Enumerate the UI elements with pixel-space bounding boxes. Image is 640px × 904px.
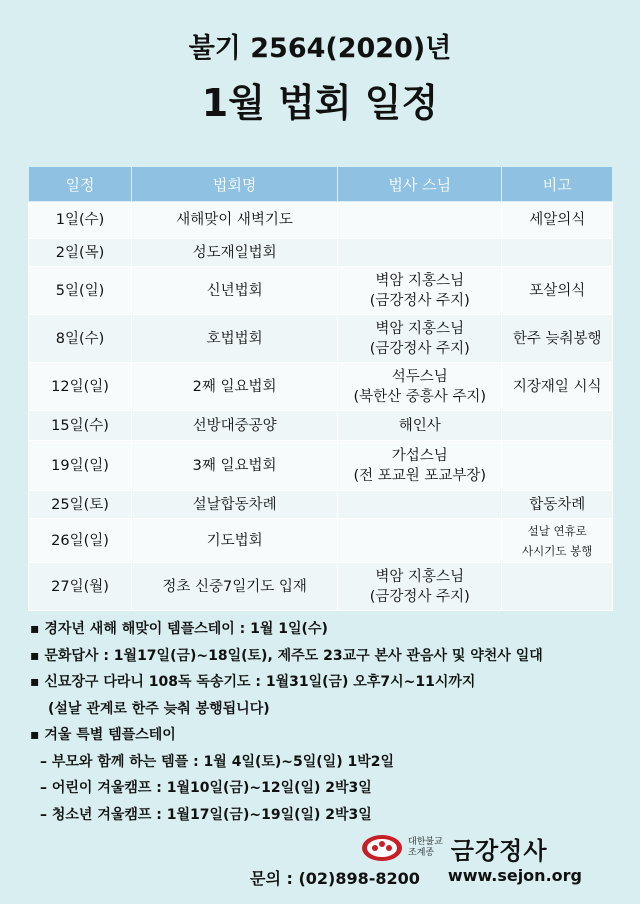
cell-note: [502, 411, 613, 441]
table-row: [29, 519, 613, 563]
table-row: [29, 315, 613, 363]
note-item: ▪ 경자년 새해 해맞이 템플스테이 : 1월 1일(수): [30, 621, 328, 637]
page-title: 1월 법회 일정: [201, 81, 439, 125]
table-row: [29, 267, 613, 315]
cell-event: 선방대중공양: [132, 411, 338, 441]
order-name-bottom: 조계종: [408, 848, 435, 858]
monk-name: 벽암 지홍스님: [375, 320, 465, 337]
monk-title: (금강정사 주지): [369, 340, 470, 357]
cell-note: 포살의식: [502, 267, 613, 315]
cell-event: 설날합동차례: [132, 491, 338, 519]
table-row: [29, 563, 613, 611]
monk-name: 가섭스님: [391, 447, 448, 464]
notes-list: [30, 616, 620, 828]
cell-note: 지장재일 시식: [502, 363, 613, 411]
monk-name: 석두스님: [391, 368, 448, 385]
cell-event: 새해맞이 새벽기도: [132, 202, 338, 239]
page-subtitle: 불기 2564(2020)년: [188, 33, 452, 64]
cell-monk: [338, 239, 502, 267]
monk-name: 벽암 지홍스님: [375, 272, 465, 289]
order-name-top: 대한불교: [408, 837, 443, 847]
cell-monk: [338, 491, 502, 519]
column-header-event: 법회명: [132, 167, 338, 202]
cell-date: 1일(수): [29, 202, 132, 239]
monk-title: (금강정사 주지): [369, 292, 470, 309]
column-header-monk: 법사 스님: [338, 167, 502, 202]
cell-event: 호법법회: [132, 315, 338, 363]
temple-logo: [362, 832, 602, 864]
website-link[interactable]: www.sejon.org: [447, 866, 582, 885]
table-row: [29, 411, 613, 441]
cell-date: 26일(일): [29, 519, 132, 563]
cell-monk: [338, 519, 502, 563]
cell-event: 3째 일요법회: [132, 441, 338, 491]
table-row: [29, 239, 613, 267]
cell-note: [502, 441, 613, 491]
note-item: (설날 관계로 한주 늦춰 봉행됩니다): [48, 700, 270, 717]
cell-monk: 해인사: [338, 411, 502, 441]
cell-note: 합동차례: [502, 491, 613, 519]
cell-monk: [338, 363, 502, 411]
cell-date: 19일(일): [29, 441, 132, 491]
cell-date: 2일(목): [29, 239, 132, 267]
note-item: ▪ 신묘장구 다라니 108독 독송기도 : 1월31일(금) 오후7시~11시까지: [30, 674, 476, 690]
note-item: ▪ 문화답사 : 1월17일(금)~18일(토), 제주도 23교구 본사 관음사 및 약천사 일대: [30, 647, 543, 664]
cell-event: 정초 신중7일기도 입재: [132, 563, 338, 611]
monk-title: (전 포교원 포교부장): [353, 467, 487, 484]
cell-monk: [338, 202, 502, 239]
table-row: [29, 363, 613, 411]
note-item: – 부모와 함께 하는 템플 : 1월 4일(토)~5일(일) 1박2일: [40, 753, 395, 770]
cell-monk: [338, 315, 502, 363]
cell-event: 기도법회: [132, 519, 338, 563]
cell-note: 한주 늦춰봉행: [502, 315, 613, 363]
note-item: – 청소년 겨울캠프 : 1월17일(금)~19일(일) 2박3일: [40, 806, 372, 823]
cell-monk: [338, 563, 502, 611]
cell-date: 15일(수): [29, 411, 132, 441]
note-item: ▪ 겨울 특별 템플스테이: [30, 727, 176, 743]
column-header-date: 일정: [29, 167, 132, 202]
monk-title: (금강정사 주지): [369, 588, 470, 605]
cell-event: 2째 일요법회: [132, 363, 338, 411]
cell-monk: [338, 441, 502, 491]
cell-note: 세알의식: [502, 202, 613, 239]
cell-date: 25일(토): [29, 491, 132, 519]
column-header-note: 비고: [502, 167, 613, 202]
cell-date: 27일(월): [29, 563, 132, 611]
table-row: [29, 491, 613, 519]
phone-number: 문의 : (02)898-8200: [250, 869, 420, 888]
table-row: [29, 441, 613, 491]
contact-info: [250, 866, 582, 889]
note-line: 사시기도 봉행: [522, 543, 593, 558]
cell-monk: [338, 267, 502, 315]
cell-note: [502, 239, 613, 267]
note-line: 설날 연휴로: [527, 523, 587, 538]
table-row: [29, 202, 613, 239]
cell-date: 5일(일): [29, 267, 132, 315]
cell-note: [502, 519, 613, 563]
temple-name: 금강정사: [450, 836, 548, 865]
table-header-row: [29, 167, 613, 202]
schedule-table: [28, 166, 613, 611]
monk-title: (북한산 중흥사 주지): [353, 388, 487, 405]
cell-event: 신년법회: [132, 267, 338, 315]
cell-date: 12일(일): [29, 363, 132, 411]
cell-note: [502, 563, 613, 611]
monk-name: 벽암 지홍스님: [375, 568, 465, 585]
cell-date: 8일(수): [29, 315, 132, 363]
dharma-emblem-icon: [362, 835, 402, 861]
note-item: – 어린이 겨울캠프 : 1월10일(금)~12일(일) 2박3일: [40, 780, 372, 796]
cell-event: 성도재일법회: [132, 239, 338, 267]
order-name: [408, 837, 443, 859]
